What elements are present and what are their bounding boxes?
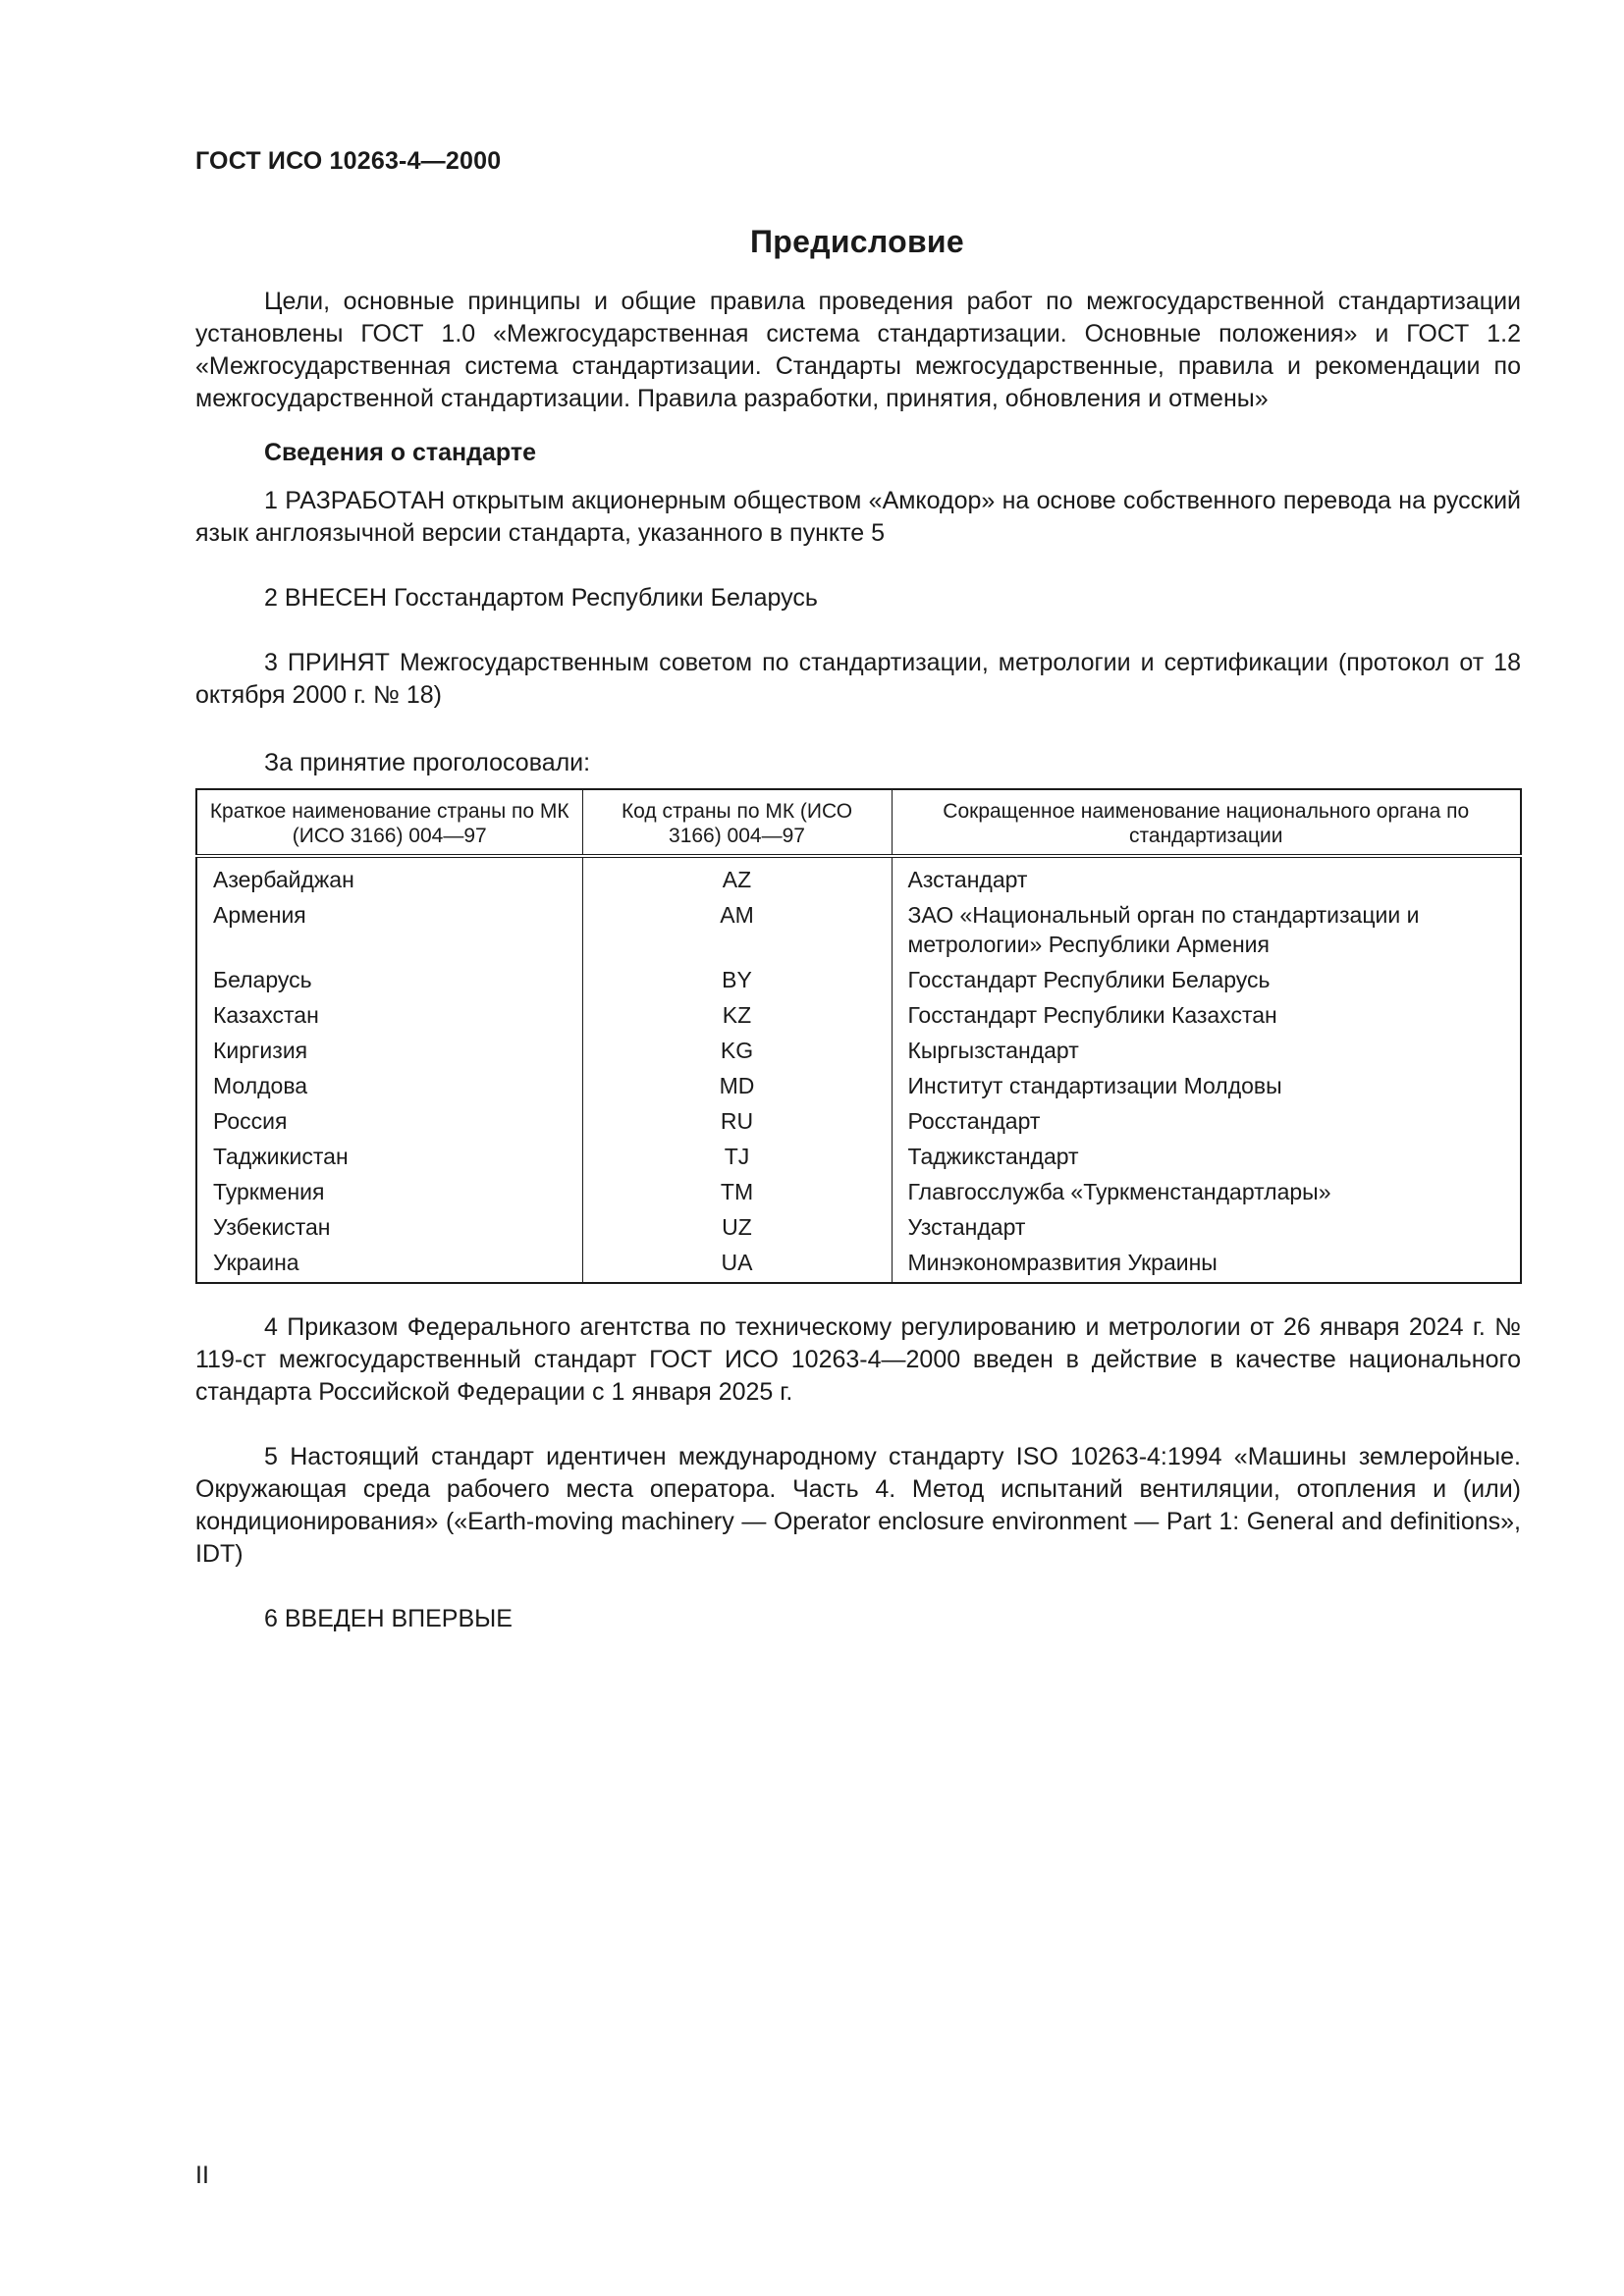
country-code: KZ bbox=[582, 997, 892, 1033]
item-enacted: 4 Приказом Федерального агентства по техническому регулированию и метрологии от 26 января 2024 г. № 119-ст межгосударственный стандарт ГОСТ ИСО 10263-4—2000 введен в действие в качестве национального стандарта Российской Федерации с 1 января 2025 г. bbox=[195, 1313, 1521, 1406]
country-name: Азербайджан bbox=[213, 867, 354, 892]
document-code: ГОСТ ИСО 10263-4—2000 bbox=[195, 147, 502, 175]
country-name: Молдова bbox=[213, 1073, 308, 1098]
table-row bbox=[196, 962, 1521, 997]
table-row bbox=[196, 1068, 1521, 1103]
country-name: Армения bbox=[213, 902, 306, 928]
country-name: Таджикистан bbox=[213, 1144, 349, 1169]
item-submitted: 2 ВНЕСЕН Госстандартом Республики Беларусь bbox=[264, 584, 818, 612]
member-states-table bbox=[195, 788, 1522, 1284]
table-row bbox=[196, 997, 1521, 1033]
table-row bbox=[196, 1174, 1521, 1209]
country-code: UZ bbox=[582, 1209, 892, 1245]
table-row bbox=[196, 1245, 1521, 1283]
preface-body bbox=[195, 286, 1521, 1635]
table-row bbox=[196, 897, 1521, 962]
voted-label: За принятие проголосовали: bbox=[264, 749, 591, 776]
table-row bbox=[196, 1209, 1521, 1245]
intro-paragraph: Цели, основные принципы и общие правила проведения работ по межгосударственной стандартизации установлены ГОСТ 1.0 «Межгосударственная система стандартизации. Основные положения» и ГОСТ 1.2 «Межгосударственная система стандартизации. Стандарты межгосударственные, правила и рекомендации по межгосударственной стандартизации. Правила разработки, принятия, обновления и отмены» bbox=[195, 288, 1521, 412]
table-row bbox=[196, 1033, 1521, 1068]
table-row bbox=[196, 856, 1521, 897]
preface-title: Предисловие bbox=[749, 224, 965, 259]
standards-body: ЗАО «Национальный орган по стандартизации и метрологии» Республики Армения bbox=[892, 897, 1521, 962]
country-name: Казахстан bbox=[213, 1002, 319, 1028]
page-number: II bbox=[195, 2162, 209, 2189]
country-code: AZ bbox=[582, 856, 892, 897]
item-developed: 1 РАЗРАБОТАН открытым акционерным обществом «Амкодор» на основе собственного перевода на русский язык англоязычной версии стандарта, указанного в пункте 5 bbox=[195, 487, 1521, 547]
standards-body: Кыргызстандарт bbox=[892, 1033, 1521, 1068]
country-code: KG bbox=[582, 1033, 892, 1068]
item-identical: 5 Настоящий стандарт идентичен международному стандарту ISO 10263-4:1994 «Машины землеройные. Окружающая среда рабочего места оператора. Часть 4. Метод испытаний вентиляции, отопления и (или) кондиционирования» («Earth-moving machinery — Operator enclosure environment — Part 1: General and definitions», IDT) bbox=[195, 1443, 1521, 1568]
country-name: Украина bbox=[213, 1250, 299, 1275]
standards-body: Таджикстандарт bbox=[892, 1139, 1521, 1174]
country-name: Туркмения bbox=[213, 1179, 325, 1204]
country-code: TJ bbox=[582, 1139, 892, 1174]
country-code: TM bbox=[582, 1174, 892, 1209]
country-name: Узбекистан bbox=[213, 1214, 331, 1240]
standard-info-heading: Сведения о стандарте bbox=[264, 439, 537, 466]
standards-body: Узстандарт bbox=[892, 1209, 1521, 1245]
country-code: AM bbox=[582, 897, 892, 962]
standards-body: Главгосслужба «Туркменстандартлары» bbox=[892, 1174, 1521, 1209]
standards-body: Росстандарт bbox=[892, 1103, 1521, 1139]
table-row bbox=[196, 1139, 1521, 1174]
standards-body: Минэкономразвития Украины bbox=[892, 1245, 1521, 1283]
header-code: Код страны по МК (ИСО 3166) 004—97 bbox=[582, 789, 892, 856]
item-first-introduced: 6 ВВЕДЕН ВПЕРВЫЕ bbox=[264, 1605, 513, 1632]
item-adopted: 3 ПРИНЯТ Межгосударственным советом по стандартизации, метрологии и сертификации (протокол от 18 октября 2000 г. № 18) bbox=[195, 649, 1521, 709]
standards-body: Институт стандартизации Молдовы bbox=[892, 1068, 1521, 1103]
standards-body: Азстандарт bbox=[892, 856, 1521, 897]
country-code: RU bbox=[582, 1103, 892, 1139]
country-code: UA bbox=[582, 1245, 892, 1283]
header-standards-body: Сокращенное наименование национального органа по стандартизации bbox=[892, 789, 1521, 856]
standards-body: Госстандарт Республики Беларусь bbox=[892, 962, 1521, 997]
country-name: Россия bbox=[213, 1108, 288, 1134]
standards-body: Госстандарт Республики Казахстан bbox=[892, 997, 1521, 1033]
country-name: Киргизия bbox=[213, 1038, 308, 1063]
table-row bbox=[196, 1103, 1521, 1139]
country-code: MD bbox=[582, 1068, 892, 1103]
country-code: BY bbox=[582, 962, 892, 997]
table-header-row bbox=[196, 789, 1521, 856]
country-name: Беларусь bbox=[213, 967, 312, 992]
header-country: Краткое наименование страны по МК (ИСО 3166) 004—97 bbox=[196, 789, 582, 856]
